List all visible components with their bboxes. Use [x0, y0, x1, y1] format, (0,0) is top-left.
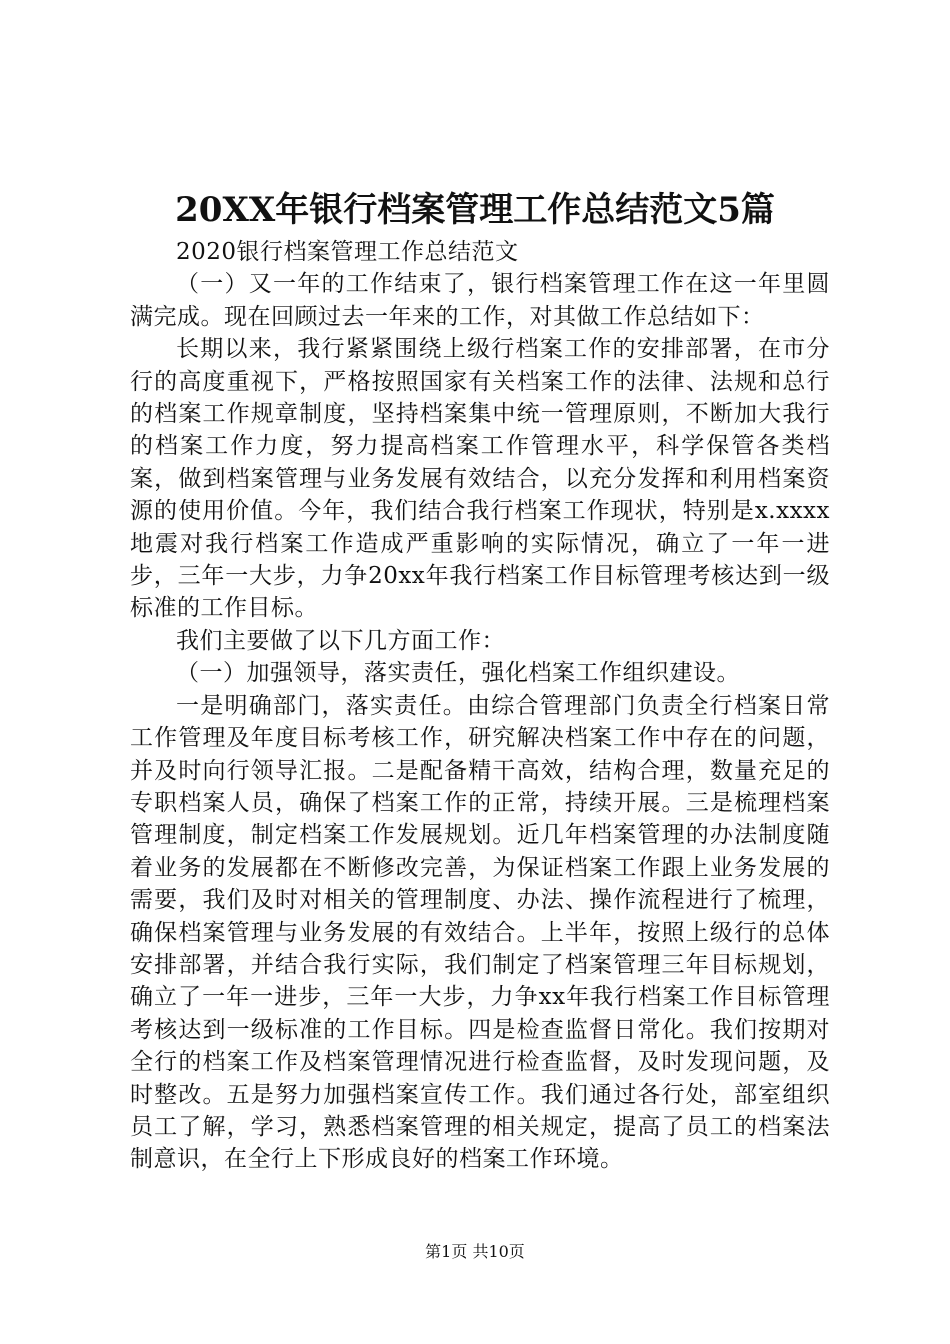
body-paragraph: 一是明确部门，落实责任。由综合管理部门负责全行档案日常工作管理及年度目标考核工作，研究解决档案工作中存在的问题，并及时向行领导汇报。二是配备精干高效，结构合理，数量充足的专职档案人员，确保了档案工作的正常，持续开展。三是梳理档案管理制度，制定档案工作发展规划。近几年档案管理的办法制度随着业务的发展都在不断修改完善，为保证档案工作跟上业务发展的需要，我们及时对相关的管理制度、办法、操作流程进行了梳理，确保档案管理与业务发展的有效结合。上半年，按照上级行的总体安排部署，并结合我行实际，我们制定了档案管理三年目标规划，确立了一年一进步，三年一大步，力争xx年我行档案工作目标管理考核达到一级标准的工作目标。四是检查监督日常化。我们按期对全行的档案工作及档案管理情况进行检查监督，及时发现问题，及时整改。五是努力加强档案宣传工作。我们通过各行处，部室组织员工了解，学习，熟悉档案管理的相关规定，提高了员工的档案法制意识，在全行上下形成良好的档案工作环境。	[130, 692, 830, 1173]
body-paragraph: 长期以来，我行紧紧围绕上级行档案工作的安排部署，在市分行的高度重视下，严格按照国家有关档案工作的法律、法规和总行的档案工作规章制度，坚持档案集中统一管理原则，不断加大我行的档案工作力度，努力提高档案工作管理水平，科学保管各类档案，做到档案管理与业务发展有效结合，以充分发挥和利用档案资源的使用价值。今年，我们结合我行档案工作现状，特别是x.xxxx地震对我行档案工作造成严重影响的实际情况，确立了一年一进步，三年一大步，力争20xx年我行档案工作目标管理考核达到一级标准的工作目标。	[130, 336, 830, 622]
section-heading: （一）加强领导，落实责任，强化档案工作组织建设。	[176, 660, 740, 687]
document-title: 20XX年银行档案管理工作总结范文5篇	[175, 190, 775, 230]
document-body	[130, 236, 830, 1176]
intro-paragraph: （一）又一年的工作结束了，银行档案管理工作在这一年里圆满完成。现在回顾过去一年来的工作，对其做工作总结如下：	[130, 271, 830, 330]
body-paragraph: 我们主要做了以下几方面工作：	[176, 627, 505, 654]
page-number-footer: 第1页 共10页	[425, 1242, 525, 1261]
subtitle-paragraph: 2020银行档案管理工作总结范文	[176, 239, 519, 265]
